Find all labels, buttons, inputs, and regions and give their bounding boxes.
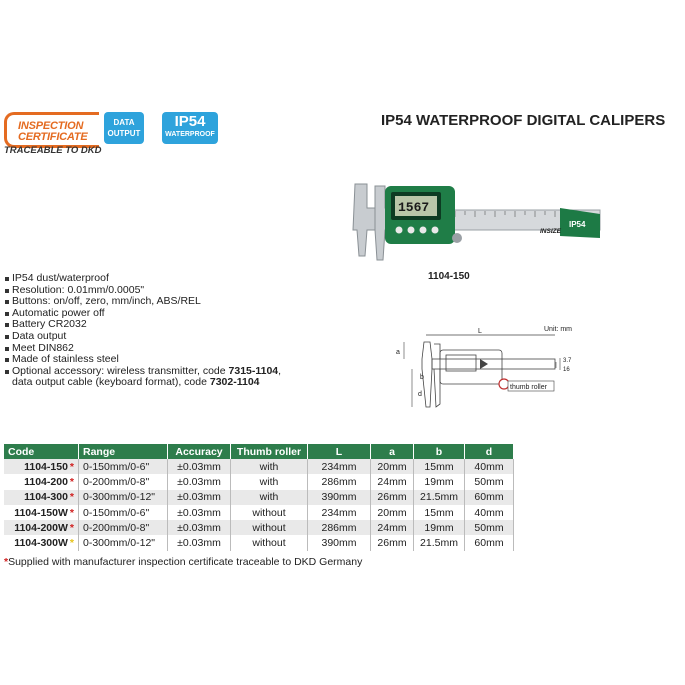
cell-d [465, 474, 514, 489]
diagram-thumb-roller [499, 379, 509, 389]
cell-range-text: 0-200mm/0-8" [83, 521, 150, 534]
header-accuracy: Accuracy [168, 444, 231, 459]
play-icon [480, 359, 488, 369]
cell-a-text: 20mm [377, 506, 407, 519]
certificate-star-icon: * [69, 537, 74, 550]
header-b: b [414, 444, 465, 459]
cell-code-text: 1104-150W [14, 506, 68, 519]
cell-range [79, 520, 168, 535]
cell-L-text: 390mm [321, 491, 357, 504]
cell-L-text: 234mm [321, 460, 357, 473]
header-range: Range [79, 444, 168, 459]
cell-thumb-roller-text: with [259, 475, 279, 488]
cell-L [308, 459, 371, 474]
footnote [4, 556, 362, 568]
cell-accuracy-text: ±0.03mm [177, 537, 221, 550]
feature-item: Resolution: 0.01mm/0.0005" [4, 285, 281, 297]
cell-range-text: 0-200mm/0-8" [83, 475, 150, 488]
diagram-beam [432, 359, 555, 369]
data-output-badge [104, 112, 144, 144]
cell-a [371, 535, 414, 550]
thumb-roller-icon [452, 233, 462, 243]
feature-item: IP54 dust/waterproof [4, 273, 281, 285]
cell-accuracy [168, 520, 231, 535]
cell-a [371, 459, 414, 474]
table-row [4, 505, 514, 520]
ip54-badge-title: IP54 [174, 113, 206, 130]
cell-range [79, 490, 168, 505]
cell-code-text: 1104-200W [14, 521, 68, 534]
cell-b [414, 505, 465, 520]
cell-code [4, 535, 79, 550]
certificate-star-icon: * [69, 521, 74, 534]
certificate-star-icon: * [69, 491, 74, 504]
button-icon [432, 227, 439, 234]
cell-code-text: 1104-200 [24, 475, 68, 488]
cell-d [465, 490, 514, 505]
accessory-text: data output cable (keyboard format), code [12, 376, 210, 389]
feature-item: Data output [4, 331, 281, 343]
table-header-row [4, 444, 514, 459]
header-a: a [371, 444, 414, 459]
cell-range-text: 0-150mm/0-6" [83, 506, 150, 519]
table-row [4, 490, 514, 505]
cell-b-text: 15mm [424, 506, 454, 519]
page-title: IP54 WATERPROOF DIGITAL CALIPERS [381, 112, 666, 129]
cell-a [371, 474, 414, 489]
photo-ip-mark: IP54 [569, 220, 586, 229]
button-icon [420, 227, 427, 234]
unit-label: Unit: mm [544, 326, 572, 333]
accessory-code: 7302-1104 [209, 376, 260, 389]
cell-thumb-roller-text: without [252, 506, 286, 519]
cell-a-text: 26mm [377, 491, 407, 504]
cell-code-text: 1104-300 [24, 491, 68, 504]
cell-accuracy-text: ±0.03mm [177, 491, 221, 504]
data-output-line2: OUTPUT [107, 129, 141, 138]
dim-b-label: b [420, 374, 424, 381]
feature-list [4, 273, 281, 389]
feature-item: Made of stainless steel [4, 354, 281, 366]
cell-thumb-roller [231, 505, 308, 520]
cell-code [4, 459, 79, 474]
cell-b-text: 21.5mm [420, 537, 458, 550]
dim-d-label: d [418, 391, 422, 398]
cell-d-text: 50mm [474, 521, 504, 534]
cell-L [308, 535, 371, 550]
lcd-reading: 1567 [398, 200, 430, 215]
photo-caption: 1104-150 [428, 271, 470, 282]
cell-d-text: 60mm [474, 491, 504, 504]
cell-thumb-roller-text: with [259, 491, 279, 504]
cell-d-text: 60mm [474, 537, 504, 550]
cell-b-text: 19mm [424, 475, 454, 488]
data-output-line1: DATA [113, 118, 135, 127]
cell-a [371, 505, 414, 520]
ip54-badge-subtitle: WATERPROOF [165, 131, 215, 138]
cell-a-text: 26mm [377, 537, 407, 550]
table-row [4, 459, 514, 474]
cell-b-text: 19mm [424, 521, 454, 534]
feature-item: Battery CR2032 [4, 319, 281, 331]
cell-b-text: 21.5mm [420, 491, 458, 504]
certificate-star-icon: * [69, 475, 74, 488]
cell-d [465, 520, 514, 535]
feature-item: Buttons: on/off, zero, mm/inch, ABS/REL [4, 296, 281, 308]
dimension-diagram [380, 322, 580, 412]
accessory-code: 7315-1104 [228, 364, 279, 377]
cell-a-text: 24mm [377, 521, 407, 534]
header-code: Code [4, 444, 79, 459]
accessory-text: Optional accessory: wireless transmitter, code [12, 364, 229, 377]
cell-thumb-roller-text: without [252, 521, 286, 534]
header-d: d [465, 444, 514, 459]
table-row [4, 474, 514, 489]
cell-a-text: 24mm [377, 475, 407, 488]
spec-table [4, 444, 514, 551]
header-thumb-roller: Thumb roller [231, 444, 308, 459]
cell-b-text: 15mm [424, 460, 454, 473]
inspection-logo-line1: INSPECTION [18, 120, 84, 132]
cell-range [79, 474, 168, 489]
inspection-certificate-logo [4, 112, 104, 164]
cell-range-text: 0-300mm/0-12" [83, 491, 156, 504]
cell-code-text: 1104-150 [24, 460, 68, 473]
cell-a [371, 520, 414, 535]
cell-b [414, 490, 465, 505]
table-row [4, 535, 514, 550]
cell-b [414, 520, 465, 535]
dim-L-label: L [478, 328, 482, 335]
cell-L-text: 286mm [321, 521, 357, 534]
cell-b [414, 459, 465, 474]
cell-accuracy-text: ±0.03mm [177, 460, 221, 473]
cell-thumb-roller [231, 520, 308, 535]
table-row [4, 520, 514, 535]
ip54-badge [162, 112, 218, 144]
header-L: L [308, 444, 371, 459]
cell-code-text: 1104-300W [14, 537, 68, 550]
cell-code [4, 520, 79, 535]
cell-a-text: 20mm [377, 460, 407, 473]
cell-b [414, 474, 465, 489]
cell-L [308, 490, 371, 505]
cell-thumb-roller-text: with [259, 460, 279, 473]
button-icon [396, 227, 403, 234]
cell-accuracy [168, 490, 231, 505]
cell-accuracy [168, 474, 231, 489]
feature-item: Meet DIN862 [4, 343, 281, 355]
cell-L-text: 234mm [321, 506, 357, 519]
cell-accuracy-text: ±0.03mm [177, 506, 221, 519]
certificate-star-icon: * [69, 460, 74, 473]
cell-range-text: 0-300mm/0-12" [83, 537, 156, 550]
cell-range [79, 535, 168, 550]
cell-accuracy [168, 535, 231, 550]
accessory-punct: , [278, 364, 282, 377]
cell-accuracy-text: ±0.03mm [177, 475, 221, 488]
footnote-text: Supplied with manufacturer inspection certificate traceable to DKD Germany [8, 556, 363, 568]
cell-thumb-roller [231, 490, 308, 505]
cell-d [465, 505, 514, 520]
cell-L [308, 505, 371, 520]
cell-b [414, 535, 465, 550]
feature-item: Automatic power off [4, 308, 281, 320]
cell-range-text: 0-150mm/0-6" [83, 460, 150, 473]
cell-d [465, 459, 514, 474]
dim-16-label: 16 [563, 367, 570, 373]
cell-a [371, 490, 414, 505]
cell-range [79, 459, 168, 474]
inspection-logo-line2: CERTIFICATE [18, 131, 88, 143]
cell-d-text: 50mm [474, 475, 504, 488]
dim-a-label: a [396, 349, 400, 356]
cell-d-text: 40mm [474, 460, 504, 473]
button-icon [408, 227, 415, 234]
cell-d [465, 535, 514, 550]
footnote-star: * [4, 556, 9, 568]
thumb-roller-label: thumb roller [510, 384, 547, 391]
cell-code [4, 490, 79, 505]
caliper-photo [345, 178, 605, 266]
diagram-sliding-jaw [434, 344, 440, 407]
cell-L [308, 520, 371, 535]
dim-3-7-label: 3.7 [563, 358, 572, 364]
cell-accuracy [168, 505, 231, 520]
cell-accuracy-text: ±0.03mm [177, 521, 221, 534]
cell-accuracy [168, 459, 231, 474]
cell-thumb-roller [231, 535, 308, 550]
cell-code [4, 505, 79, 520]
feature-item-accessory-cont [4, 377, 281, 389]
cell-d-text: 40mm [474, 506, 504, 519]
cell-L [308, 474, 371, 489]
certificate-star-icon: * [69, 506, 74, 519]
cell-thumb-roller [231, 474, 308, 489]
fixed-jaw [353, 184, 375, 256]
brand-logo: INSIZE [540, 228, 561, 235]
cell-L-text: 390mm [321, 537, 357, 550]
cell-thumb-roller [231, 459, 308, 474]
cell-thumb-roller-text: without [252, 537, 286, 550]
inspection-logo-line3: TRACEABLE TO DKD [4, 145, 102, 156]
cell-range [79, 505, 168, 520]
cell-code [4, 474, 79, 489]
cell-L-text: 286mm [321, 475, 357, 488]
